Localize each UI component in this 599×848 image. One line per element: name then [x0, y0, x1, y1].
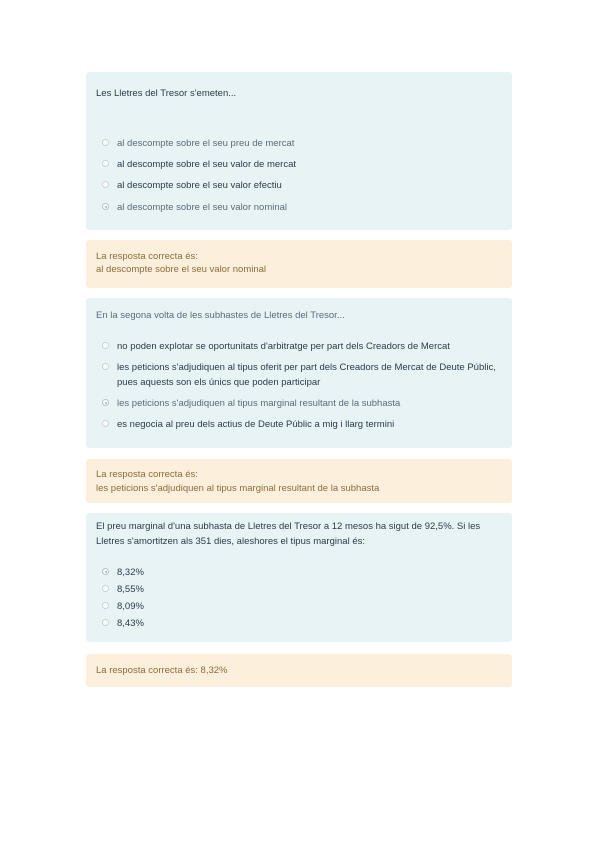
option-label: es negocia al preu dels actius de Deute Públic a mig i llarg termini [117, 419, 395, 430]
option-label: 8,43% [117, 618, 144, 629]
radio-icon[interactable] [102, 139, 109, 146]
feedback-card-2 [86, 459, 512, 503]
option-2b[interactable] [102, 360, 500, 390]
question-text-1: Les Lletres del Tresor s'emeten... [96, 88, 237, 99]
radio-icon[interactable] [102, 181, 109, 188]
question-text-3: El preu marginal d'una subhasta de Lletres del Tresor a 12 mesos ha sigut de 92,5%. Si les Lletres s'amortitzen als 351 dies, aleshores el tipus marginal és: [96, 521, 481, 547]
radio-icon[interactable] [102, 160, 109, 167]
option-label: al descompte sobre el seu valor efectiu [117, 180, 282, 191]
option-label: les peticions s'adjudiquen al tipus oferit per part dels Creadors de Mercat de Deute Públic, pues aquests son els únics que poden participar [117, 362, 496, 388]
option-label: al descompte sobre el seu preu de mercat [117, 138, 295, 149]
option-1c[interactable] [102, 178, 500, 193]
option-3b[interactable] [102, 582, 500, 597]
question-card-3 [86, 513, 512, 642]
option-label: 8,09% [117, 601, 144, 612]
option-2a[interactable] [102, 339, 500, 354]
option-label: 8,55% [117, 584, 144, 595]
radio-icon[interactable] [102, 363, 109, 370]
option-2c[interactable] [102, 396, 500, 411]
option-3c[interactable] [102, 599, 500, 614]
option-label: al descompte sobre el seu valor nominal [117, 202, 288, 213]
radio-checked-icon[interactable] [102, 399, 109, 406]
option-3a[interactable] [102, 565, 500, 580]
radio-checked-icon[interactable] [102, 203, 109, 210]
option-3d[interactable] [102, 616, 500, 631]
feedback-title-2: La resposta correcta és: [96, 469, 198, 480]
option-2d[interactable] [102, 417, 500, 432]
feedback-title-3: La resposta correcta és: 8,32% [96, 665, 228, 676]
radio-checked-icon[interactable] [102, 568, 109, 575]
radio-icon[interactable] [102, 342, 109, 349]
radio-icon[interactable] [102, 619, 109, 626]
question-card-2 [86, 298, 512, 448]
feedback-card-1 [86, 240, 512, 288]
option-1a[interactable] [102, 136, 500, 151]
radio-icon[interactable] [102, 420, 109, 427]
feedback-title-1: La resposta correcta és: [96, 251, 198, 262]
option-label: les peticions s'adjudiquen al tipus marginal resultant de la subhasta [117, 398, 401, 409]
option-1b[interactable] [102, 157, 500, 172]
option-1d[interactable] [102, 200, 500, 215]
feedback-answer-1: al descompte sobre el seu valor nominal [96, 264, 267, 275]
option-label: no poden explotar se oportunitats d'arbitratge per part dels Creadors de Mercat [117, 341, 450, 352]
question-text-2: En la segona volta de les subhastes de Lletres del Tresor... [96, 310, 345, 321]
feedback-answer-2: les peticions s'adjudiquen al tipus marginal resultant de la subhasta [96, 483, 380, 494]
option-label: al descompte sobre el seu valor de mercat [117, 159, 297, 170]
radio-icon[interactable] [102, 585, 109, 592]
feedback-card-3 [86, 654, 512, 687]
question-card-1 [86, 72, 512, 230]
radio-icon[interactable] [102, 602, 109, 609]
option-label: 8,32% [117, 567, 144, 578]
